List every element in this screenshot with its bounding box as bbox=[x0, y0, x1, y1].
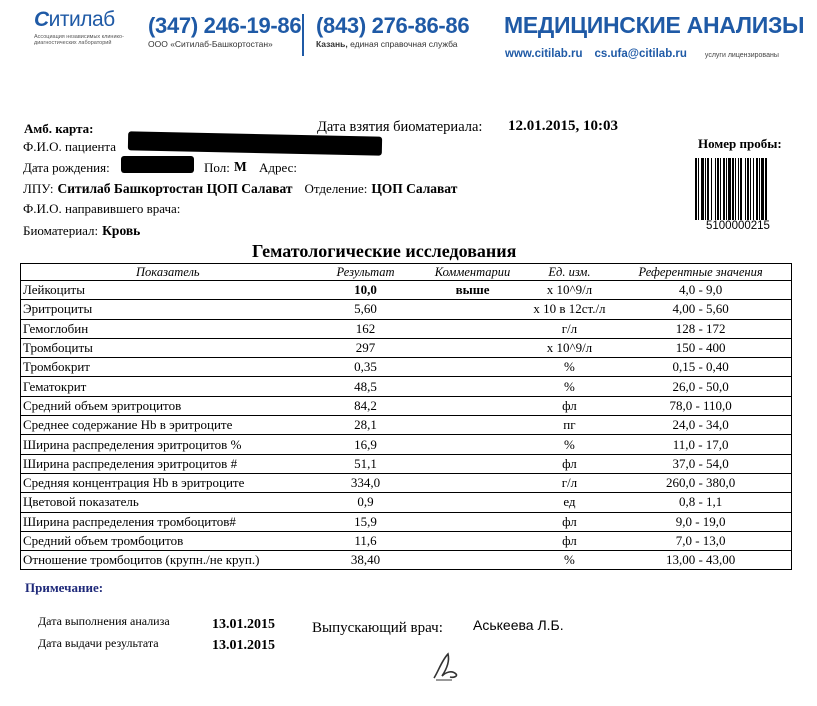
row-unit: г/л bbox=[529, 473, 611, 492]
row-indicator: Цветовой показатель bbox=[21, 493, 315, 512]
row-unit: фл bbox=[529, 396, 611, 415]
row-reference: 13,00 - 43,00 bbox=[610, 551, 791, 570]
row-unit: фл bbox=[529, 531, 611, 550]
row-reference: 24,0 - 34,0 bbox=[610, 416, 791, 435]
report-title: Гематологические исследования bbox=[252, 241, 517, 261]
row-unit: % bbox=[529, 358, 611, 377]
website-link[interactable]: www.citilab.ru bbox=[505, 48, 583, 60]
row-unit: г/л bbox=[529, 319, 611, 338]
row-reference: 150 - 400 bbox=[610, 338, 791, 357]
table-row bbox=[21, 319, 792, 338]
barcode-bar bbox=[761, 158, 764, 220]
sample-number-label: Номер пробы: bbox=[698, 136, 782, 151]
logo-subtitle: Ассоциация независимых клинико-диагностических лабораторий bbox=[34, 34, 124, 46]
barcode-bar bbox=[705, 158, 706, 220]
row-reference: 4,00 - 5,60 bbox=[610, 300, 791, 319]
results-table bbox=[20, 263, 792, 570]
row-indicator: Тромбокрит bbox=[21, 358, 315, 377]
sample-barcode bbox=[695, 158, 792, 220]
dob-label: Дата рождения: bbox=[23, 160, 110, 175]
col-indicator: Показатель bbox=[21, 264, 315, 281]
barcode-bar bbox=[756, 158, 758, 220]
table-row bbox=[21, 493, 792, 512]
barcode-bar bbox=[728, 158, 731, 220]
row-comment bbox=[416, 473, 528, 492]
row-unit: фл bbox=[529, 454, 611, 473]
table-row bbox=[21, 435, 792, 454]
barcode-bar bbox=[701, 158, 704, 220]
barcode-bar bbox=[711, 158, 712, 220]
patient-name-label: Ф.И.О. пациента bbox=[23, 139, 117, 154]
barcode-bar bbox=[732, 158, 734, 220]
logo-name: Ситилаб bbox=[34, 8, 115, 31]
table-row bbox=[21, 281, 792, 300]
barcode-bar bbox=[745, 158, 746, 220]
referring-doctor-label: Ф.И.О. направившего врача: bbox=[23, 201, 181, 216]
barcode-bar bbox=[747, 158, 749, 220]
table-row bbox=[21, 396, 792, 415]
phone-kazan-number: (843) 276-86-86 bbox=[316, 13, 470, 38]
row-unit: % bbox=[529, 377, 611, 396]
barcode-bar bbox=[740, 158, 742, 220]
row-indicator: Отношение тромбоцитов (крупн./не круп.) bbox=[21, 551, 315, 570]
brand-title: МЕДИЦИНСКИЕ АНАЛИЗЫ bbox=[504, 12, 805, 38]
phone-kazan bbox=[316, 13, 469, 49]
biomaterial-value: Кровь bbox=[102, 223, 141, 238]
phone-kazan-caption: Казань, единая справочная служба bbox=[316, 39, 458, 49]
table-row bbox=[21, 512, 792, 531]
barcode-bar bbox=[698, 158, 699, 220]
row-result: 334,0 bbox=[315, 473, 417, 492]
barcode-bar bbox=[735, 158, 736, 220]
col-comment: Комментарии bbox=[416, 264, 528, 281]
phone-ufa-number: (347) 246-19-86 bbox=[148, 13, 302, 38]
row-indicator: Средний объем тромбоцитов bbox=[21, 531, 315, 550]
table-row bbox=[21, 416, 792, 435]
row-indicator: Эритроциты bbox=[21, 300, 315, 319]
row-result: 10,0 bbox=[315, 281, 417, 300]
row-reference: 128 - 172 bbox=[610, 319, 791, 338]
table-row bbox=[21, 551, 792, 570]
lpu-label: ЛПУ: bbox=[23, 181, 54, 196]
row-indicator: Тромбоциты bbox=[21, 338, 315, 357]
row-result: 48,5 bbox=[315, 377, 417, 396]
license-tagline: услуги лицензированы bbox=[704, 52, 779, 59]
row-unit: х 10^9/л bbox=[529, 338, 611, 357]
table-row bbox=[21, 300, 792, 319]
barcode-bars bbox=[695, 158, 767, 220]
row-reference: 26,0 - 50,0 bbox=[610, 377, 791, 396]
row-comment bbox=[416, 493, 528, 512]
table-row bbox=[21, 473, 792, 492]
row-unit: х 10^9/л bbox=[529, 281, 611, 300]
barcode-bar bbox=[717, 158, 719, 220]
row-indicator: Ширина распределения эритроцитов % bbox=[21, 435, 315, 454]
barcode-bar bbox=[765, 158, 767, 220]
phone-ufa bbox=[148, 13, 301, 49]
address-label: Адрес: bbox=[259, 160, 297, 175]
barcode-bar bbox=[707, 158, 709, 220]
sex-value: М bbox=[234, 159, 247, 174]
row-indicator: Ширина распределения эритроцитов # bbox=[21, 454, 315, 473]
table-row bbox=[21, 338, 792, 357]
barcode-bar bbox=[753, 158, 754, 220]
row-result: 51,1 bbox=[315, 454, 417, 473]
row-unit: пг bbox=[529, 416, 611, 435]
row-comment bbox=[416, 377, 528, 396]
row-reference: 11,0 - 17,0 bbox=[610, 435, 791, 454]
row-reference: 0,15 - 0,40 bbox=[610, 358, 791, 377]
barcode-bar bbox=[720, 158, 721, 220]
header-divider bbox=[302, 14, 304, 56]
note-label: Примечание: bbox=[25, 580, 104, 595]
row-indicator: Гемоглобин bbox=[21, 319, 315, 338]
sample-date-value: 12.01.2015, 10:03 bbox=[508, 118, 618, 134]
issuing-doctor-value: Аськеева Л.Б. bbox=[473, 617, 564, 633]
row-reference: 7,0 - 13,0 bbox=[610, 531, 791, 550]
signature-mark bbox=[428, 648, 468, 682]
row-unit: % bbox=[529, 435, 611, 454]
sample-date-label: Дата взятия биоматериала: bbox=[317, 119, 483, 135]
row-result: 297 bbox=[315, 338, 417, 357]
row-unit: х 10 в 12ст./л bbox=[529, 300, 611, 319]
row-unit: фл bbox=[529, 512, 611, 531]
row-indicator: Среднее содержание Hb в эритроците bbox=[21, 416, 315, 435]
row-indicator: Гематокрит bbox=[21, 377, 315, 396]
row-indicator: Лейкоциты bbox=[21, 281, 315, 300]
redacted-dob bbox=[121, 156, 194, 173]
row-comment bbox=[416, 396, 528, 415]
biomaterial-line bbox=[23, 222, 140, 240]
col-reference: Референтные значения bbox=[610, 264, 791, 281]
row-comment bbox=[416, 551, 528, 570]
table-row bbox=[21, 377, 792, 396]
sex-label: Пол: bbox=[204, 160, 230, 175]
table-header-row bbox=[21, 264, 792, 281]
row-reference: 9,0 - 19,0 bbox=[610, 512, 791, 531]
barcode-bar bbox=[759, 158, 760, 220]
row-comment bbox=[416, 338, 528, 357]
col-unit: Ед. изм. bbox=[529, 264, 611, 281]
row-result: 15,9 bbox=[315, 512, 417, 531]
row-comment bbox=[416, 416, 528, 435]
date-issued-label: Дата выдачи результата bbox=[38, 636, 159, 650]
row-indicator: Ширина распределения тромбоцитов# bbox=[21, 512, 315, 531]
row-comment bbox=[416, 319, 528, 338]
row-result: 16,9 bbox=[315, 435, 417, 454]
date-issued-value: 13.01.2015 bbox=[212, 638, 275, 653]
lpu-value: Ситилаб Башкортостан ЦОП Салават bbox=[57, 181, 293, 196]
row-unit: % bbox=[529, 551, 611, 570]
row-result: 0,9 bbox=[315, 493, 417, 512]
row-reference: 4,0 - 9,0 bbox=[610, 281, 791, 300]
department-label: Отделение: bbox=[304, 181, 368, 196]
table-row bbox=[21, 454, 792, 473]
barcode-bar bbox=[750, 158, 751, 220]
barcode-bar bbox=[738, 158, 739, 220]
row-result: 5,60 bbox=[315, 300, 417, 319]
amb-card-label: Амб. карта: bbox=[24, 121, 94, 136]
row-indicator: Средняя концентрация Hb в эритроците bbox=[21, 473, 315, 492]
table-row bbox=[21, 531, 792, 550]
row-unit: ед bbox=[529, 493, 611, 512]
row-result: 11,6 bbox=[315, 531, 417, 550]
row-reference: 260,0 - 380,0 bbox=[610, 473, 791, 492]
table-row bbox=[21, 358, 792, 377]
department-value: ЦОП Салават bbox=[371, 181, 458, 196]
row-indicator: Средний объем эритроцитов bbox=[21, 396, 315, 415]
email-link[interactable]: cs.ufa@citilab.ru bbox=[594, 48, 687, 60]
row-result: 162 bbox=[315, 319, 417, 338]
redacted-patient-name bbox=[128, 131, 382, 155]
row-reference: 0,8 - 1,1 bbox=[610, 493, 791, 512]
row-comment bbox=[416, 300, 528, 319]
row-comment: выше bbox=[416, 281, 528, 300]
logo bbox=[34, 8, 124, 46]
date-done-value: 13.01.2015 bbox=[212, 617, 275, 632]
lpu-line bbox=[23, 180, 457, 198]
row-result: 0,35 bbox=[315, 358, 417, 377]
row-comment bbox=[416, 531, 528, 550]
row-reference: 78,0 - 110,0 bbox=[610, 396, 791, 415]
barcode-number: 5100000215 bbox=[706, 220, 770, 232]
row-comment bbox=[416, 512, 528, 531]
date-done-label: Дата выполнения анализа bbox=[38, 614, 170, 628]
barcode-bar bbox=[695, 158, 697, 220]
biomaterial-label: Биоматериал: bbox=[23, 223, 99, 238]
row-result: 84,2 bbox=[315, 396, 417, 415]
row-result: 38,40 bbox=[315, 551, 417, 570]
row-result: 28,1 bbox=[315, 416, 417, 435]
barcode-bar bbox=[726, 158, 727, 220]
barcode-bar bbox=[723, 158, 725, 220]
row-reference: 37,0 - 54,0 bbox=[610, 454, 791, 473]
barcode-bar bbox=[715, 158, 716, 220]
row-comment bbox=[416, 454, 528, 473]
row-comment bbox=[416, 435, 528, 454]
issuing-doctor-label: Выпускающий врач: bbox=[312, 620, 443, 636]
contacts bbox=[505, 44, 779, 62]
phone-ufa-caption: ООО «Ситилаб-Башкортостан» bbox=[148, 39, 273, 49]
row-comment bbox=[416, 358, 528, 377]
col-result: Результат bbox=[315, 264, 417, 281]
